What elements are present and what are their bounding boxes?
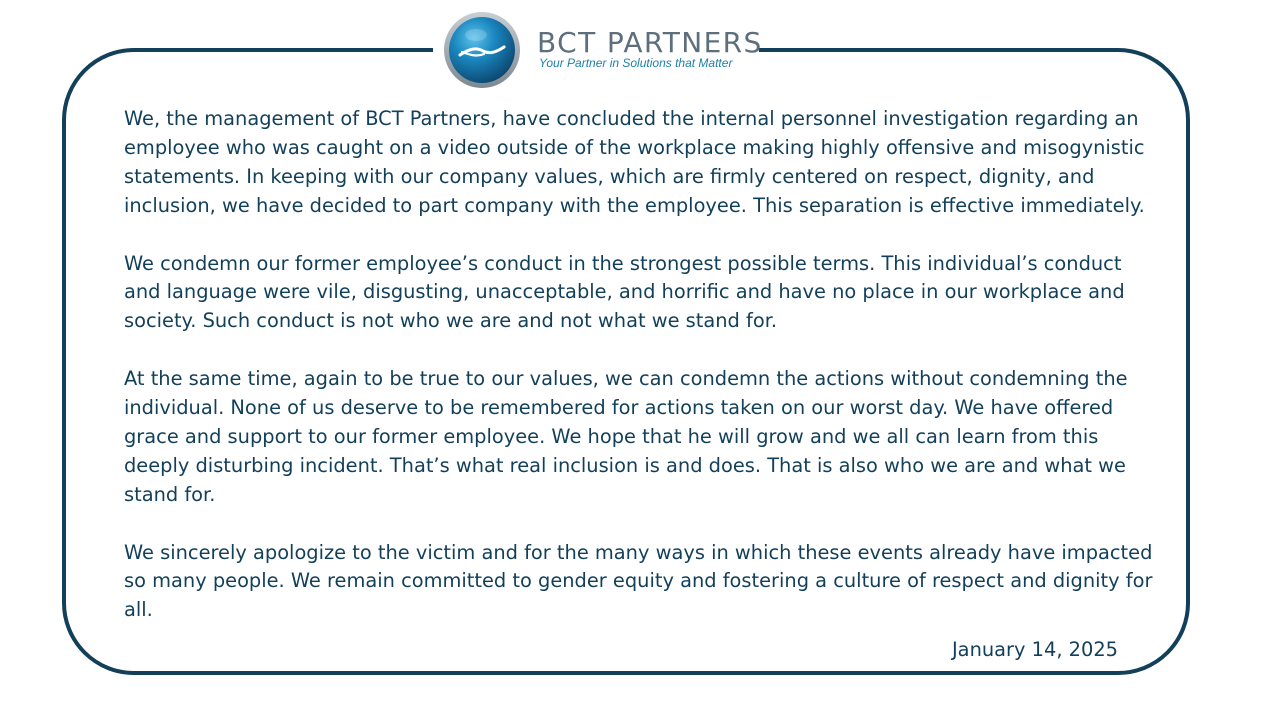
company-tagline: Your Partner in Solutions that Matter: [539, 56, 733, 70]
globe-handshake-icon: [443, 11, 521, 89]
statement-paragraph-4: We sincerely apologize to the victim and for the many ways in which these events already have impacted so many people. We remain committed to gender equity and fostering a culture of respect and dignity for all.: [124, 540, 1153, 622]
statement-body: [124, 105, 1156, 625]
statement-date: January 14, 2025: [951, 638, 1118, 661]
statement-paragraph-2: We condemn our former employee’s conduct in the strongest possible terms. This individual’s conduct and language were vile, disgusting, unacceptable, and horrific and have no place in our workplace and society. Such conduct is not who we are and not what we stand for.: [124, 251, 1125, 333]
company-name: BCT PARTNERS: [537, 26, 763, 59]
statement-paragraph-1: We, the management of BCT Partners, have concluded the internal personnel investigation regarding an employee who was caught on a video outside of the workplace making highly offensive and misogynistic statements. In keeping with our company values, which are firmly centered on respect, dignity, and inclusion, we have decided to part company with the employee. This separation is effective immediately.: [124, 107, 1145, 217]
statement-paragraph-3: At the same time, again to be true to our values, we can condemn the actions without condemning the individual. None of us deserve to be remembered for actions taken on our worst day. We have offered grace and support to our former employee. We hope that he will grow and we all can learn from this deeply disturbing incident. That’s what real inclusion is and does. That is also who we are and what we stand for.: [124, 367, 1128, 506]
